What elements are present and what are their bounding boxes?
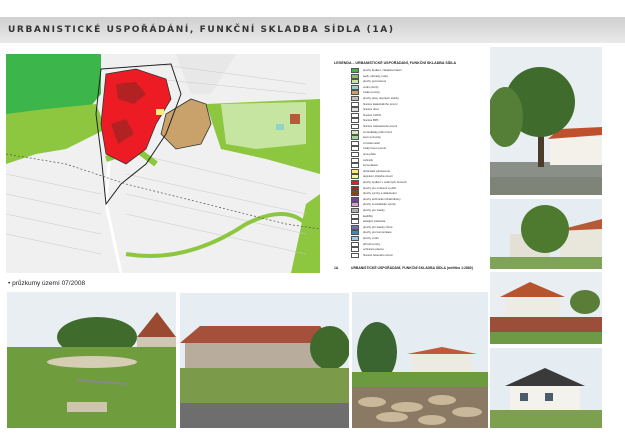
- survey-note: • průzkumy území 07/2008: [8, 280, 86, 287]
- legend-swatch: [351, 186, 359, 191]
- legend-item-label: hranice CHKO: [363, 112, 382, 117]
- legend-item-label: plochy pro stavby různé: [363, 224, 393, 229]
- map-legend: [331, 54, 486, 272]
- legend-swatch: [351, 79, 359, 84]
- legend-item-label: lesní pozemky: [363, 135, 381, 140]
- legend-swatch: [351, 202, 359, 207]
- legend-item-label: plochy ploty, dopravní stavby: [363, 96, 399, 100]
- legend-swatch: [351, 230, 359, 235]
- legend-swatch: [351, 152, 359, 157]
- legend-swatch: [351, 253, 359, 258]
- legend-item-label: plochy pro stavby: [363, 208, 385, 212]
- photo-tree-road: [490, 47, 602, 195]
- photo-new-house: [490, 348, 602, 428]
- legend-swatch: [351, 163, 359, 168]
- legend-swatch: [351, 96, 359, 101]
- legend-swatch: [351, 102, 359, 107]
- legend-swatch: [351, 236, 359, 241]
- photo-house-brick-fence: [490, 272, 602, 344]
- legend-title: LEGENDA – URBANISTICKÉ USPOŘÁDÁNÍ, FUNKČNÍ SKLADBA SÍDLA: [334, 61, 457, 65]
- legend-item-label: přírodní prvky: [363, 241, 381, 246]
- legend-item-label: vzrostlá zeleň: [363, 140, 381, 145]
- legend-item-label: sady, zahrady, louky: [363, 73, 389, 78]
- legend-swatch: [351, 247, 359, 252]
- legend-swatch: [351, 158, 359, 163]
- legend-swatch: [351, 219, 359, 224]
- legend-swatch: [351, 174, 359, 179]
- legend-swatch: [351, 242, 359, 247]
- legend-item-label: trvalý travní porost: [363, 146, 387, 151]
- legend-item-label: hranice katastrálního území: [363, 101, 398, 106]
- legend-item-label: plochy pro komunikace: [363, 230, 392, 235]
- legend-item-label: hranice řešeného území: [363, 252, 394, 257]
- legend-item-label: občanská vybavenost: [363, 168, 390, 173]
- legend-swatch: [351, 146, 359, 151]
- legend-item-label: komunikace: [363, 163, 378, 168]
- legend-swatch: [351, 85, 359, 90]
- legend-swatch: [351, 90, 359, 95]
- legend-item-label: plochy zemědělské výroby: [363, 202, 396, 207]
- photo-old-farmhouse: [180, 293, 349, 428]
- legend-swatch: [351, 135, 359, 140]
- legend-item-label: zemědělský půdní fond: [363, 129, 392, 134]
- legend-item-label: plochy technické infrastruktury: [363, 196, 401, 201]
- legend-footer: URBANISTICKÉ USPOŘÁDÁNÍ, FUNKČNÍ SKLADBA SÍDLA (měřítko 1:2880): [351, 266, 473, 270]
- legend-swatch: [351, 141, 359, 146]
- legend-item-label: plochy pozemkové: [363, 79, 387, 84]
- photo-playground: [7, 292, 176, 428]
- legend-item-label: plochy bydlení, zástavba hlavní: [363, 68, 402, 72]
- legend-swatch: [351, 74, 359, 79]
- legend-item-label: hranice obce: [363, 107, 380, 112]
- legend-swatch: [351, 113, 359, 118]
- photo-garden-houses: [490, 199, 602, 269]
- photo-woodpile: [352, 292, 488, 428]
- legend-swatch: [351, 191, 359, 196]
- page-title: URBANISTICKÉ USPOŘÁDÁNÍ, FUNKČNÍ SKLADBA SÍDLA (1A): [8, 25, 395, 35]
- legend-item-label: zahrady: [363, 157, 373, 162]
- legend-item-label: trvalé porosty: [363, 90, 380, 95]
- page-header: [0, 17, 625, 43]
- legend-footer-num: 1A: [334, 266, 339, 270]
- legend-item-label: kapličky: [363, 213, 373, 218]
- legend-item-label: stávající zástavba: [363, 219, 386, 224]
- legend-item-label: hranice BPK: [363, 118, 379, 123]
- legend-item-label: plochy pro smíšené využití: [363, 185, 396, 190]
- legend-item-label: plochy výroby a skladování: [363, 191, 397, 196]
- legend-swatch: [351, 68, 359, 73]
- legend-swatch: [351, 197, 359, 202]
- legend-swatch: [351, 169, 359, 174]
- legend-swatch: [351, 214, 359, 219]
- legend-swatch: [351, 107, 359, 112]
- legend-item-label: orná půda: [363, 152, 376, 156]
- legend-item-label: dopravní obsluha území: [363, 174, 393, 179]
- legend-item-label: plochy vodní: [363, 236, 379, 240]
- legend-swatch: [351, 208, 359, 213]
- legend-item-label: plochy bydlení v rodinných domech: [363, 180, 407, 184]
- legend-item-label: vodní plochy: [363, 84, 379, 89]
- legend-item-label: hranice zastavěného území: [363, 124, 398, 128]
- urban-plan-map: [6, 54, 320, 273]
- legend-swatch: [351, 225, 359, 230]
- legend-swatch: [351, 118, 359, 123]
- legend-swatch: [351, 180, 359, 185]
- legend-item-label: ochranné pásmo: [363, 247, 384, 252]
- legend-swatch: [351, 130, 359, 135]
- legend-swatch: [351, 124, 359, 129]
